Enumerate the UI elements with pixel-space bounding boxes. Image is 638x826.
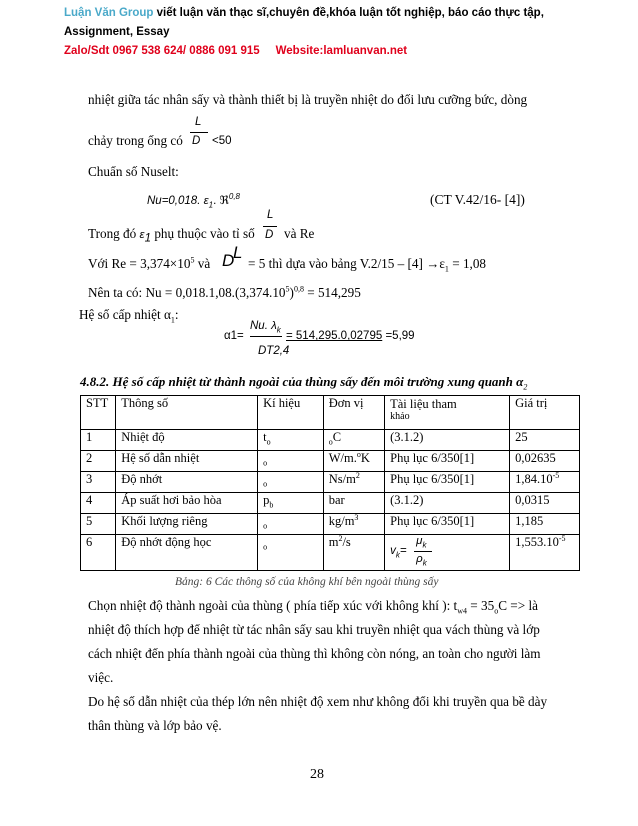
table-header-cell: Thông số xyxy=(116,396,258,430)
mu-subscript: k xyxy=(422,540,427,550)
header-brand: Luận Văn Group xyxy=(64,7,154,19)
fraction-numerator: L xyxy=(195,116,202,128)
paragraph-line: Do hệ số dẫn nhiệt của thép lớn nên nhiệt độ xem như không đổi khi truyền qua bề dày xyxy=(88,694,548,709)
table-cell-value: 1,185 xyxy=(510,514,580,535)
alpha1-subscript: 1 xyxy=(170,315,175,325)
epsilon-line-pre: Trong đó xyxy=(88,226,137,241)
section-heading-text: 4.8.2. Hệ số cấp nhiệt từ thành ngoài của thùng sấy đến môi trường xung quanh α xyxy=(80,374,524,389)
flow-compare: <50 xyxy=(212,135,232,147)
unit-prefix: o xyxy=(328,437,333,447)
unit-suffix: /s xyxy=(342,535,351,549)
fraction-bar xyxy=(190,132,208,133)
unit-text: Ns/m xyxy=(328,472,356,486)
table-cell-value xyxy=(510,535,580,571)
nusselt-formula xyxy=(147,192,240,210)
page-number: 28 xyxy=(310,767,324,782)
alpha1-num: Nu. λ xyxy=(250,320,277,332)
alpha1-numerator xyxy=(250,320,281,335)
equals-sign: = xyxy=(399,545,407,557)
nu-calc-exp1: 5 xyxy=(285,284,290,294)
table-cell-ref: (3.1.2) xyxy=(385,430,510,451)
alpha1-colon: : xyxy=(174,307,179,322)
unit-suffix: K xyxy=(360,451,370,465)
nu-calc-line xyxy=(88,285,361,301)
nu-calc-post: = 514,295 xyxy=(307,285,361,300)
table-cell-stt: 6 xyxy=(81,535,116,571)
table-cell-param: Áp suất hơi bảo hòa xyxy=(116,493,258,514)
table-cell-stt: 1 xyxy=(81,430,116,451)
table-header-ref-line1: Tài liệu tham xyxy=(390,397,457,411)
paragraph-line: cách nhiệt đến phía thành ngoài của thùng thì không còn nóng, an toàn cho người làm xyxy=(88,646,541,661)
table-cell-param: Khối lượng riêng xyxy=(116,514,258,535)
unit-text: C xyxy=(332,430,342,444)
mu-symbol: μ xyxy=(416,535,423,547)
table-cell-unit: bar xyxy=(323,493,384,514)
unit-exponent: 2 xyxy=(355,470,360,480)
header-tagline: viết luận văn thạc sĩ,chuyên đề,khóa luận tốt nghiệp, báo cáo thực tập, xyxy=(153,7,544,19)
table-cell-ref xyxy=(385,535,510,571)
symbol-subscript: o xyxy=(263,521,268,531)
epsilon-line-post: và Re xyxy=(284,226,315,241)
section-heading xyxy=(80,374,527,390)
alpha1-result: =5,99 xyxy=(385,330,415,342)
table-cell-value: 0,02635 xyxy=(510,451,580,472)
table-cell-stt: 3 xyxy=(81,472,116,493)
alpha1-label: Hệ số cấp nhiệt α xyxy=(79,307,171,322)
table-cell-symbol xyxy=(258,430,324,451)
fraction-bar xyxy=(250,336,282,337)
reynolds-pre: Với Re = 3,374×10 xyxy=(88,256,191,271)
paragraph-line xyxy=(88,598,538,614)
fraction-numerator: L xyxy=(267,209,274,221)
reynolds-subscript: 1 xyxy=(444,264,449,274)
table-row xyxy=(81,493,580,514)
reynolds-exponent: 5 xyxy=(190,255,195,265)
table-cell-symbol xyxy=(258,514,324,535)
table-row xyxy=(81,514,580,535)
reynolds-mid: và xyxy=(197,256,211,271)
symbol-subscript: o xyxy=(263,458,268,468)
epsilon-symbol: ε xyxy=(203,195,209,207)
epsilon-line-mid: phụ thuộc vào tỉ số xyxy=(154,226,255,241)
symbol-text: p xyxy=(263,493,270,507)
table-header-row xyxy=(81,396,580,430)
unit-exponent: 2 xyxy=(338,533,343,543)
formula-lhs xyxy=(390,545,407,560)
section-heading-subscript: 2 xyxy=(523,382,528,392)
para2-line1-pre: Chọn nhiệt độ thành ngoài của thùng ( phía tiếp xúc với không khí ): t xyxy=(88,598,458,613)
table-cell-param: Nhiệt độ xyxy=(116,430,258,451)
header-line-3 xyxy=(64,42,407,61)
table-cell-ref: Phụ lục 6/350[1] xyxy=(385,514,510,535)
para2-line1-sub2: o xyxy=(494,606,499,616)
epsilon-subscript: 1 xyxy=(144,232,152,245)
nusselt-mid: . ℜ xyxy=(213,195,229,207)
fraction-denominator: D xyxy=(192,135,201,147)
header-line-1 xyxy=(64,4,544,23)
table-cell-unit xyxy=(323,451,384,472)
table-cell-symbol xyxy=(258,451,324,472)
table-cell-symbol xyxy=(258,472,324,493)
rho-symbol: ρ xyxy=(416,553,423,565)
alpha1-denominator: DT2,4 xyxy=(258,345,290,357)
flow-text: chảy trong ống có xyxy=(88,133,183,148)
unit-text: m xyxy=(328,535,339,549)
symbol-subscript: b xyxy=(269,500,274,510)
table-cell-ref: (3.1.2) xyxy=(385,493,510,514)
formula-numerator xyxy=(416,535,427,550)
table-cell-value xyxy=(510,472,580,493)
fraction-bar xyxy=(414,551,432,552)
table-cell-value: 25 xyxy=(510,430,580,451)
table-cell-ref: Phụ lục 6/350[1] xyxy=(385,472,510,493)
table-header-cell xyxy=(385,396,510,430)
v-subscript: k xyxy=(395,550,400,560)
reynolds-end: = 1,08 xyxy=(452,256,487,271)
table-cell-stt: 2 xyxy=(81,451,116,472)
formula-reference: (CT V.42/16- [4]) xyxy=(430,192,525,207)
paragraph-line: thân thùng và lớp bảo vệ. xyxy=(88,718,222,733)
header-contact: Zalo/Sdt 0967 538 624/ 0886 091 915 xyxy=(64,45,260,57)
alpha1-lhs: α1= xyxy=(224,330,244,342)
nusselt-exponent: 0,8 xyxy=(228,192,240,202)
ratio-l: L xyxy=(233,243,243,262)
unit-text: kg/m xyxy=(328,514,355,528)
symbol-subscript: o xyxy=(266,437,271,447)
para2-line1-sub: w4 xyxy=(457,606,467,616)
epsilon-symbol: ε xyxy=(139,229,145,241)
table-cell-symbol xyxy=(258,535,324,571)
table-header-cell: Giá trị xyxy=(510,396,580,430)
symbol-subscript: o xyxy=(263,479,268,489)
reynolds-line xyxy=(88,256,210,272)
reynolds-post-line xyxy=(248,256,486,272)
nusselt-label: Chuẩn số Nuselt: xyxy=(88,164,179,179)
header-line-2: Assignment, Essay xyxy=(64,26,170,38)
nu-calc-pre: Nên ta có: Nu = 0,018.1,08.(3,374.10 xyxy=(88,285,286,300)
table-cell-param: Hệ số dẫn nhiệt xyxy=(116,451,258,472)
nusselt-lhs: Nu=0,018. xyxy=(147,195,201,207)
alpha1-num2 xyxy=(286,330,415,342)
kinematic-viscosity-formula xyxy=(390,535,504,569)
header-website: Website:lamluanvan.net xyxy=(275,45,408,57)
table-header-cell: STT xyxy=(81,396,116,430)
table-row xyxy=(81,535,580,571)
table-cell-stt: 5 xyxy=(81,514,116,535)
table-cell-unit xyxy=(323,514,384,535)
table-cell-unit xyxy=(323,535,384,571)
value-exponent: -5 xyxy=(558,533,566,543)
table-header-ref-line2: khảo xyxy=(390,411,410,422)
alpha1-num-subscript: k xyxy=(276,325,281,335)
table-header-cell: Kí hiệu xyxy=(258,396,324,430)
table-row xyxy=(81,472,580,493)
table-cell-unit xyxy=(323,472,384,493)
fraction-denominator: D xyxy=(265,229,274,241)
reynolds-post: = 5 thì dựa vào bảng V.2/15 – [4] →ε xyxy=(248,256,445,271)
v-symbol: v xyxy=(390,545,396,557)
table-row xyxy=(81,451,580,472)
unit-text: W/m. xyxy=(328,451,357,465)
table-caption: Bảng: 6 Các thông số của không khí bên ngoài thùng sấy xyxy=(175,576,439,588)
paragraph-line: nhiệt giữa tác nhân sấy và thành thiết bị là truyền nhiệt do đối lưu cưỡng bức, dòng xyxy=(88,92,528,107)
epsilon-subscript: 1 xyxy=(208,200,214,210)
table-cell-stt: 4 xyxy=(81,493,116,514)
nu-calc-exp2: 0,8 xyxy=(293,284,304,294)
table-row xyxy=(81,430,580,451)
rho-subscript: k xyxy=(422,558,427,568)
alpha1-num2-text: = 514,295.0,02795 xyxy=(286,330,383,342)
table-cell-param: Độ nhớt động học xyxy=(116,535,258,571)
para2-line1-mid: = 35 xyxy=(470,598,495,613)
fraction-bar xyxy=(263,226,277,227)
value-exponent: -5 xyxy=(552,470,560,480)
table-cell-ref: Phụ lục 6/350[1] xyxy=(385,451,510,472)
air-properties-table xyxy=(80,395,580,571)
table-cell-unit xyxy=(323,430,384,451)
unit-exponent: o xyxy=(356,449,361,459)
alpha1-label-line xyxy=(79,307,179,323)
nu-calc-mid: ) xyxy=(289,285,294,300)
ratio-d: D xyxy=(222,251,235,270)
para2-line1-post: C => là xyxy=(498,598,539,613)
table-cell-value: 0,0315 xyxy=(510,493,580,514)
formula-denominator xyxy=(416,553,427,568)
table-header-cell: Đơn vị xyxy=(323,396,384,430)
symbol-subscript: o xyxy=(263,542,268,552)
paragraph-line: nhiệt độ thích hợp để nhiệt từ tác nhân sấy sau khi truyền nhiệt qua vách thùng và lớp xyxy=(88,622,540,637)
unit-exponent: 3 xyxy=(354,512,359,522)
table-cell-symbol xyxy=(258,493,324,514)
value-text: 1,84.10 xyxy=(515,472,553,486)
paragraph-line: việc. xyxy=(88,670,114,685)
epsilon-line xyxy=(88,226,255,245)
table-cell-param: Độ nhớt xyxy=(116,472,258,493)
value-text: 1,553.10 xyxy=(515,535,559,549)
symbol-text: t xyxy=(263,430,267,444)
